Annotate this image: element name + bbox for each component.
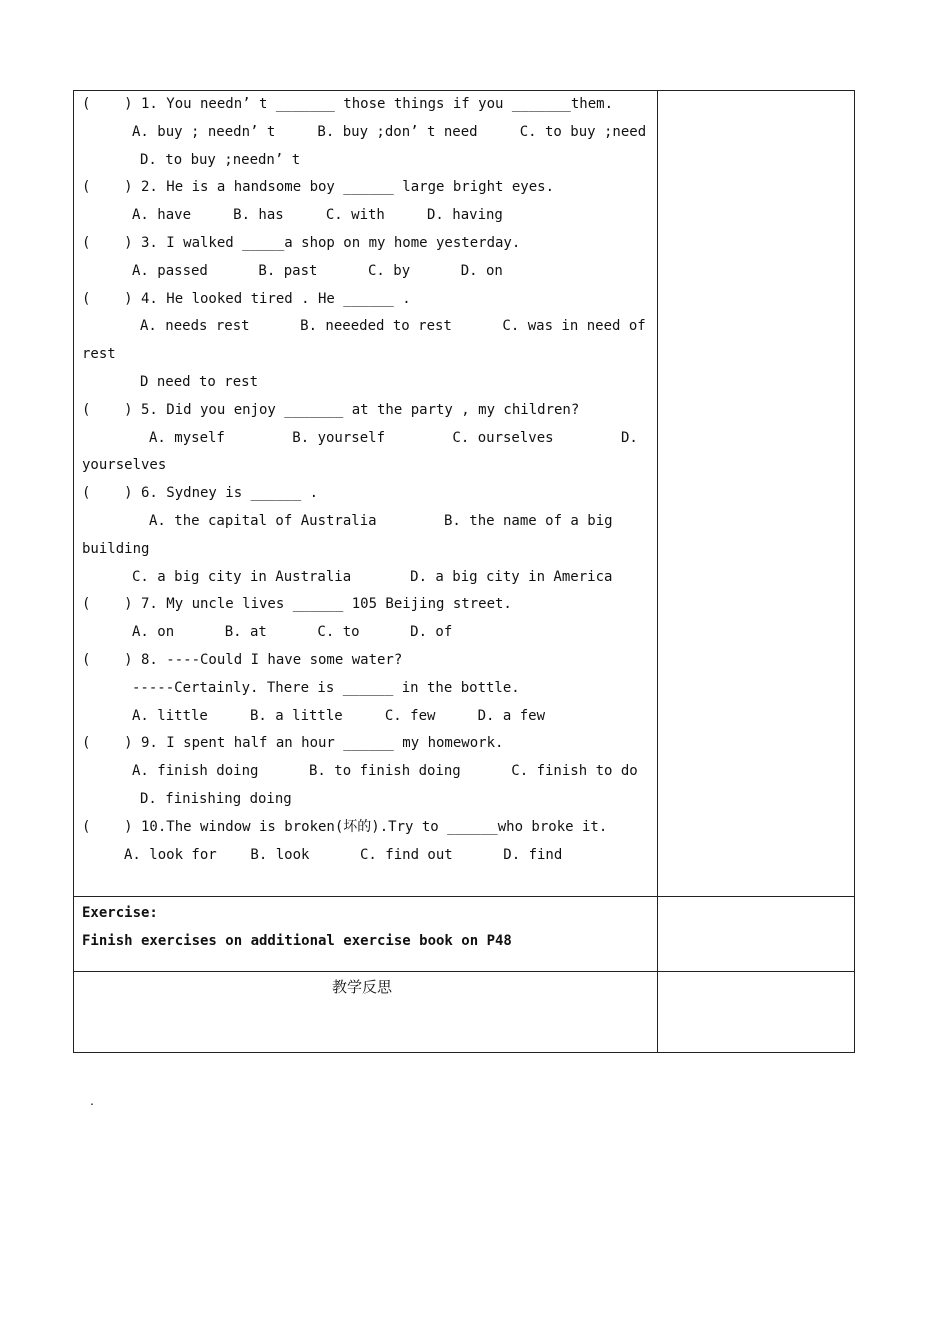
reflection-cell <box>74 972 658 1053</box>
questions-side-cell <box>658 91 855 897</box>
question-1-options-b: D. to buy ;needn’ t <box>140 151 301 168</box>
exercise-block <box>74 897 657 957</box>
question-4-options-wrap: rest <box>82 346 116 363</box>
question-2-stem: ( ) 2. He is a handsome boy ______ large bright eyes. <box>82 179 555 196</box>
question-5-options-a: A. myself B. yourself C. ourselves D. <box>149 429 638 446</box>
exercise-heading: Exercise: <box>82 905 158 921</box>
questions-cell <box>74 91 658 897</box>
question-7-stem: ( ) 7. My uncle lives ______ 105 Beijing street. <box>82 596 512 613</box>
exercise-text: Finish exercises on additional exercise book on P48 <box>82 933 512 949</box>
question-9-stem: ( ) 9. I spent half an hour ______ my homework. <box>82 735 504 752</box>
question-10-options: A. look for B. look C. find out D. find <box>124 846 563 863</box>
question-1-options-a: A. buy ; needn’ t B. buy ;don’ t need C. to buy ;need <box>132 123 647 140</box>
question-5-stem: ( ) 5. Did you enjoy _______ at the party , my children? <box>82 401 580 418</box>
question-1-stem: ( ) 1. You needn’ t _______ those things if you _______them. <box>82 96 614 112</box>
question-10-stem: ( ) 10.The window is broken(坏的).Try to ______who broke it. <box>82 818 608 835</box>
question-8-stem: ( ) 8. ----Could I have some water? <box>82 651 403 668</box>
lesson-table <box>73 90 855 1053</box>
reflection-title: 教学反思 <box>332 978 393 996</box>
questions-row <box>74 91 855 897</box>
exercise-row <box>74 897 855 972</box>
question-6-options-wrap: building <box>82 540 150 557</box>
question-3-stem: ( ) 3. I walked _____a shop on my home yesterday. <box>82 234 521 251</box>
question-6-options-a: A. the capital of Australia B. the name of a big <box>149 512 613 529</box>
question-8-options: A. little B. a little C. few D. a few <box>132 707 546 724</box>
exercise-side-cell <box>658 897 855 972</box>
reflection-side-cell <box>658 972 855 1053</box>
question-3-options: A. passed B. past C. by D. on <box>132 262 503 279</box>
exercise-cell <box>74 897 658 972</box>
question-7-options: A. on B. at C. to D. of <box>132 624 453 641</box>
footer-mark: . <box>90 1092 94 1108</box>
question-6-stem: ( ) 6. Sydney is ______ . <box>82 485 319 502</box>
question-4-stem: ( ) 4. He looked tired . He ______ . <box>82 290 411 307</box>
question-4-options-d: D need to rest <box>140 373 259 390</box>
question-4-options-a: A. needs rest B. neeeded to rest C. was in need of <box>140 318 646 335</box>
question-9-options-d: D. finishing doing <box>140 790 292 807</box>
reflection-row <box>74 972 855 1053</box>
question-list <box>74 91 657 869</box>
question-6-options-c: C. a big city in Australia D. a big city in America <box>132 568 613 585</box>
question-8-response: -----Certainly. There is ______ in the bottle. <box>132 679 520 696</box>
question-2-options: A. have B. has C. with D. having <box>132 207 503 224</box>
question-9-options-a: A. finish doing B. to finish doing C. finish to do <box>132 763 638 780</box>
question-5-options-wrap: yourselves <box>82 457 167 474</box>
